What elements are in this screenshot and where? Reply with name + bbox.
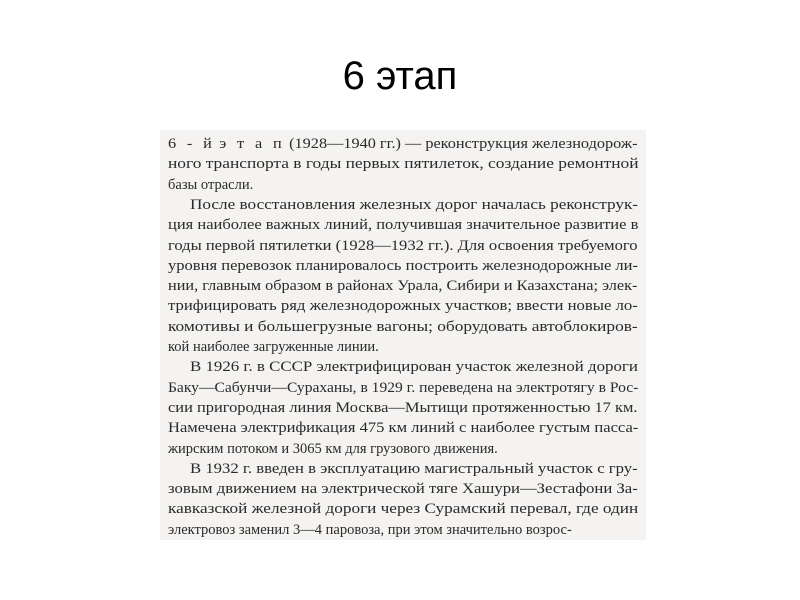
text-fragment: годы первой пятилетки (1928—1932 гг.). Для освоения требуемого	[168, 237, 638, 254]
text-fragment: Баку—Сабунчи—Сураханы, в 1929 г. переведена на электротягу в Рос-	[168, 379, 639, 396]
text-fragment: зовым движением на электрической тяге Хашури—Зестафони За-	[168, 481, 638, 498]
text-line	[168, 439, 498, 460]
text-fragment: Намечена электрификация 475 км линий с наиболее густым пасса-	[168, 420, 639, 437]
text-fragment: В 1932 г. введен в эксплуатацию магистральный участок с гру-	[190, 460, 638, 477]
scanned-text-image	[160, 130, 646, 540]
text-fragment: ция наиболее важных линий, получившая значительное развитие в	[168, 217, 639, 234]
text-fragment: ного транспорта в годы первых пятилеток, создание ремонтной	[168, 156, 639, 173]
text-line	[168, 317, 638, 338]
text-line	[168, 134, 638, 155]
text-fragment: трифицировать ряд железнодорожных участков; ввести новые ло-	[168, 298, 638, 315]
text-line	[168, 236, 637, 257]
text-line	[168, 154, 639, 175]
text-fragment: 6 - й	[168, 136, 216, 152]
text-fragment: электровоз заменил 3—4 паровоза, при этом значительно возрос-	[168, 521, 572, 538]
text-line	[190, 459, 638, 480]
text-fragment: (1928—1940 гг.) — реконструкция железнодорож-	[285, 136, 638, 152]
text-line	[168, 418, 638, 439]
text-line	[168, 378, 638, 399]
text-line	[168, 398, 637, 419]
text-line	[168, 175, 253, 196]
text-line	[168, 296, 638, 317]
text-line	[190, 357, 638, 378]
text-fragment: В 1926 г. в СССР электрифицирован участок железной дороги	[190, 359, 638, 376]
text-fragment: сии пригородная линия Москва—Мытищи протяженностью 17 км.	[168, 399, 638, 416]
text-fragment: жирским потоком и 3065 км для грузового движения.	[168, 440, 498, 457]
text-line	[168, 479, 638, 500]
text-line	[168, 215, 638, 236]
text-fragment: нии, главным образом в районах Урала, Сибири и Казахстана; элек-	[168, 278, 638, 295]
text-fragment: кавказской железной дороги через Сурамский перевал, где один	[168, 501, 639, 518]
text-fragment: э т а п	[219, 136, 286, 152]
text-fragment: уровня перевозок планировалось построить железнодорожные ли-	[168, 257, 639, 274]
text-line	[168, 499, 638, 520]
text-fragment: комотивы и большегрузные вагоны; оборудовать автоблокиров-	[168, 318, 638, 335]
slide-title: 6 этап	[342, 54, 458, 98]
text-line	[168, 337, 379, 358]
text-fragment: базы отрасли.	[168, 176, 254, 193]
text-line	[168, 520, 572, 540]
text-line	[168, 256, 638, 277]
text-fragment: После восстановления железных дорог началась реконструк-	[190, 196, 639, 213]
text-line	[168, 276, 637, 297]
text-line	[190, 195, 638, 216]
text-fragment: кой наиболее загруженные линии.	[168, 339, 379, 355]
